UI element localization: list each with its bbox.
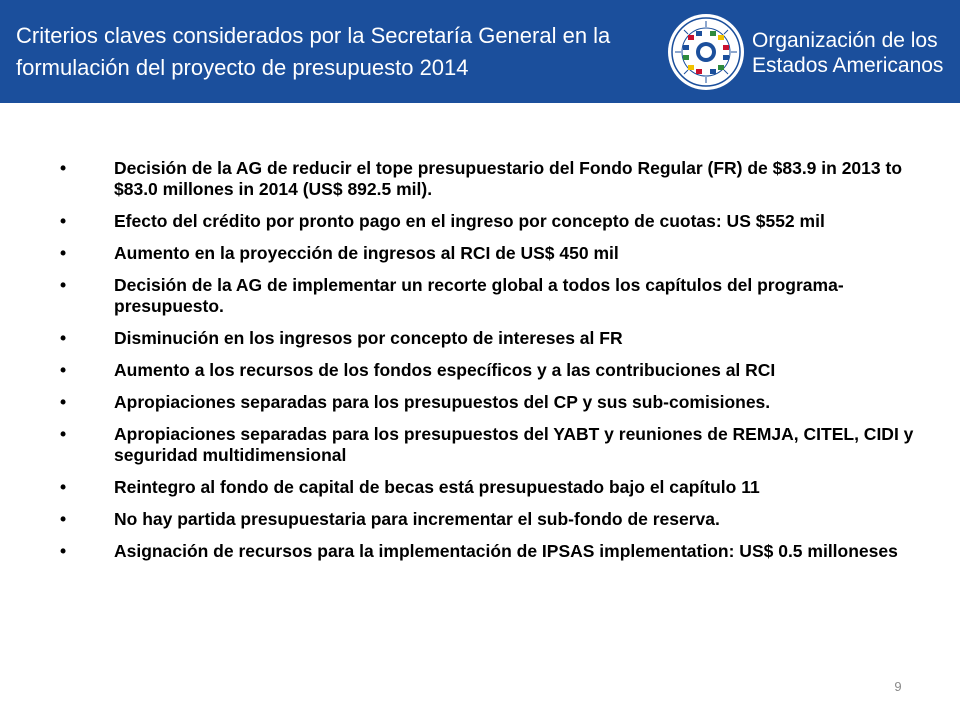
bullet-dot-icon: • bbox=[60, 392, 67, 412]
bullet-dot-icon: • bbox=[60, 275, 67, 295]
bullet-dot-icon: • bbox=[60, 424, 67, 444]
bullet-item bbox=[60, 509, 920, 530]
bullet-text: Disminución en los ingresos por concepto de intereses al FR bbox=[114, 328, 623, 348]
bullet-dot-icon: • bbox=[60, 360, 67, 380]
bullet-item bbox=[60, 243, 920, 264]
bullet-text: Efecto del crédito por pronto pago en el ingreso por concepto de cuotas: US $552 mil bbox=[114, 211, 825, 231]
bullet-item bbox=[60, 392, 920, 413]
bullet-dot-icon: • bbox=[60, 541, 67, 561]
bullet-item bbox=[60, 541, 920, 562]
bullet-text: Aumento a los recursos de los fondos específicos y a las contribuciones al RCI bbox=[114, 360, 776, 380]
bullet-dot-icon: • bbox=[60, 509, 67, 529]
bullet-item bbox=[60, 211, 920, 232]
bullet-text: No hay partida presupuestaria para incrementar el sub-fondo de reserva. bbox=[114, 509, 720, 529]
bullet-text: Apropiaciones separadas para los presupuestos del YABT y reuniones de REMJA, CITEL, CIDI y seguridad multidimensional bbox=[114, 424, 914, 465]
page-number: 9 bbox=[894, 679, 902, 694]
bullet-dot-icon: • bbox=[60, 158, 67, 178]
bullet-item bbox=[60, 328, 920, 349]
bullet-item bbox=[60, 275, 920, 317]
organization-name: Organización de los Estados Americanos bbox=[752, 29, 944, 77]
bullet-dot-icon: • bbox=[60, 243, 67, 263]
bullet-dot-icon: • bbox=[60, 477, 67, 497]
bullet-list bbox=[60, 158, 920, 573]
bullet-text: Apropiaciones separadas para los presupuestos del CP y sus sub-comisiones. bbox=[114, 392, 771, 412]
slide-title: Criterios claves considerados por la Secretaría General en la formulación del proyecto de presupuesto 2014 bbox=[16, 23, 611, 80]
bullet-text: Asignación de recursos para la implementación de IPSAS implementation: US$ 0.5 milloneses bbox=[114, 541, 898, 561]
bullet-item bbox=[60, 424, 920, 466]
bullet-dot-icon: • bbox=[60, 328, 67, 348]
bullet-item bbox=[60, 360, 920, 381]
oas-seal-logo bbox=[667, 13, 745, 91]
bullet-text: Decisión de la AG de reducir el tope presupuestario del Fondo Regular (FR) de $83.9 in 2013 to $83.0 millones in 2014 (US$ 892.5 mil). bbox=[114, 158, 903, 199]
bullet-item bbox=[60, 477, 920, 498]
bullet-text: Decisión de la AG de implementar un recorte global a todos los capítulos del programa-presupuesto. bbox=[114, 275, 844, 316]
bullet-item bbox=[60, 158, 920, 200]
title-banner bbox=[0, 0, 960, 103]
bullet-text: Aumento en la proyección de ingresos al RCI de US$ 450 mil bbox=[114, 243, 619, 263]
bullet-text: Reintegro al fondo de capital de becas está presupuestado bajo el capítulo 11 bbox=[114, 477, 760, 497]
bullet-dot-icon: • bbox=[60, 211, 67, 231]
